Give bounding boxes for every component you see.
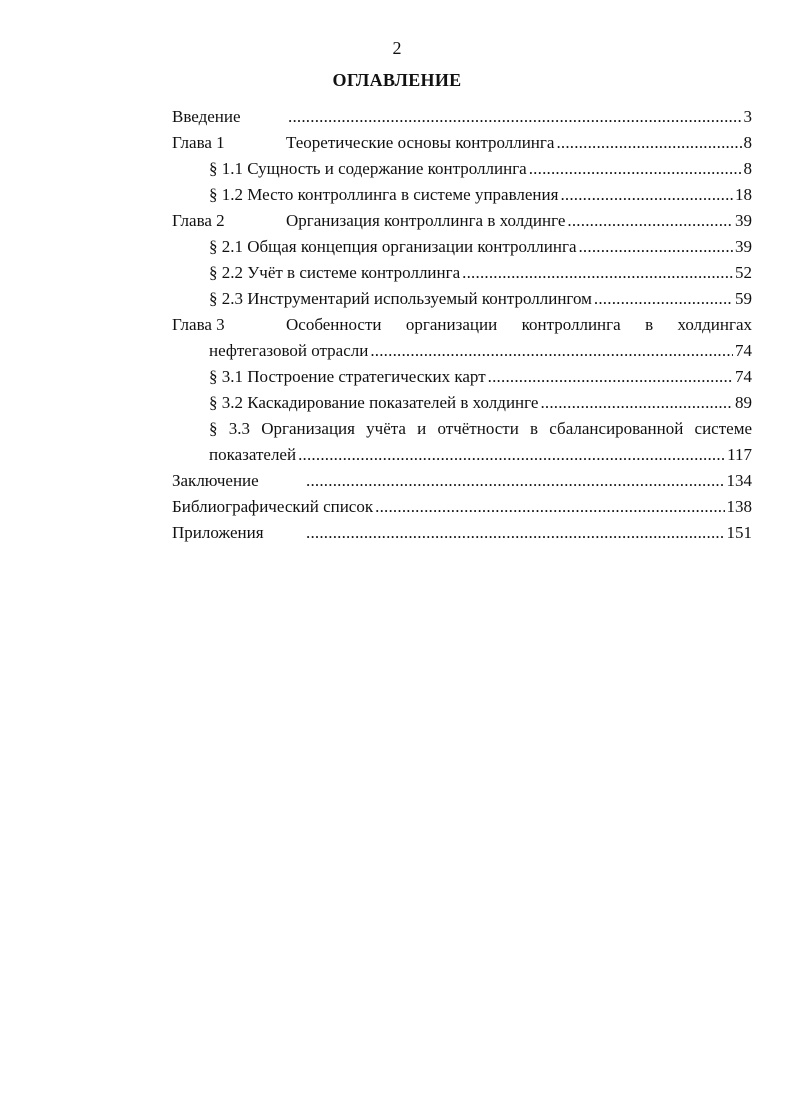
toc-chapter-label: Глава 3 (172, 315, 225, 334)
dot-leader (560, 182, 733, 208)
toc-page-number: 39 (735, 237, 752, 256)
dot-leader (298, 442, 725, 468)
toc-page-number: 89 (735, 393, 752, 412)
toc-page-number: 8 (743, 159, 752, 178)
toc-entry-title: § 3.1 Построение стратегических карт (209, 367, 486, 386)
toc-entry-section-2-3[interactable] (172, 286, 752, 312)
toc-entry-bibliography[interactable] (172, 494, 752, 520)
toc-page-number: 59 (735, 289, 752, 308)
dot-leader (306, 520, 725, 546)
toc-entry-title: Теоретические основы контроллинга (286, 133, 555, 152)
toc-page-number: 74 (735, 341, 752, 360)
toc-entry-title: § 3.2 Каскадирование показателей в холдинге (209, 393, 539, 412)
toc-entry-title: Организация контроллинга в холдинге (286, 211, 566, 230)
toc-entry-chapter-2[interactable] (172, 208, 752, 234)
toc-entry-conclusion[interactable] (172, 468, 752, 494)
toc-entry-label: Введение (172, 107, 241, 126)
dot-leader (488, 364, 733, 390)
dot-leader (306, 468, 725, 494)
toc-entry-section-2-1[interactable] (172, 234, 752, 260)
toc-page-number: 8 (743, 133, 752, 152)
toc-entry-title-line-1: Особенности организации контроллинга в холдингах (286, 315, 752, 334)
toc-entry-label: Библиографический список (172, 497, 374, 516)
toc-entry-title: § 2.3 Инструментарий используемый контроллингом (209, 289, 592, 308)
toc-entry-title: § 2.1 Общая концепция организации контроллинга (209, 237, 577, 256)
toc-entry-section-3-3-continued[interactable] (172, 442, 752, 468)
dot-leader (529, 156, 742, 182)
toc-entry-title: § 1.1 Сущность и содержание контроллинга (209, 159, 527, 178)
toc-entry-chapter-1[interactable] (172, 130, 752, 156)
toc-page-number: 74 (735, 367, 752, 386)
dot-leader (375, 494, 724, 520)
toc-entry-appendix[interactable] (172, 520, 752, 546)
toc-page-number: 52 (735, 263, 752, 282)
dot-leader (594, 286, 733, 312)
toc-entry-chapter-3-continued[interactable] (172, 338, 752, 364)
page-number: 2 (392, 38, 402, 58)
toc-page-number: 3 (743, 107, 752, 126)
toc-entry-chapter-3[interactable] (172, 312, 752, 338)
dot-leader (578, 234, 733, 260)
toc-entry-title-line-2: показателей (209, 445, 297, 464)
page-title: ОГЛАВЛЕНИЕ (332, 70, 462, 90)
toc-chapter-label: Глава 2 (172, 211, 225, 230)
toc-entry-section-1-2[interactable] (172, 182, 752, 208)
toc-entry-title-line-2: нефтегазовой отрасли (209, 341, 369, 360)
toc-entry-label: Приложения (172, 523, 264, 542)
dot-leader (556, 130, 741, 156)
toc-entry-title-line-1: § 3.3 Организация учёта и отчётности в сбалансированной системе (209, 419, 752, 438)
toc-page-number: 117 (727, 445, 752, 464)
toc-entry-intro[interactable] (172, 104, 752, 130)
toc-entry-section-1-1[interactable] (172, 156, 752, 182)
toc-page-number: 18 (735, 185, 752, 204)
dot-leader (370, 338, 733, 364)
toc-entry-title: § 2.2 Учёт в системе контроллинга (209, 263, 461, 282)
toc-entry-section-3-1[interactable] (172, 364, 752, 390)
dot-leader (462, 260, 733, 286)
table-of-contents (172, 104, 752, 546)
toc-entry-title: § 1.2 Место контроллинга в системе управления (209, 185, 559, 204)
toc-entry-section-2-2[interactable] (172, 260, 752, 286)
dot-leader (540, 390, 733, 416)
toc-entry-section-3-2[interactable] (172, 390, 752, 416)
toc-page-number: 151 (726, 523, 752, 542)
dot-leader (567, 208, 733, 234)
toc-page-number: 134 (726, 471, 752, 490)
toc-entry-label: Заключение (172, 471, 259, 490)
toc-page-number: 138 (726, 497, 752, 516)
dot-leader (288, 104, 742, 130)
toc-chapter-label: Глава 1 (172, 133, 225, 152)
toc-entry-section-3-3[interactable] (172, 416, 752, 442)
toc-page-number: 39 (735, 211, 752, 230)
